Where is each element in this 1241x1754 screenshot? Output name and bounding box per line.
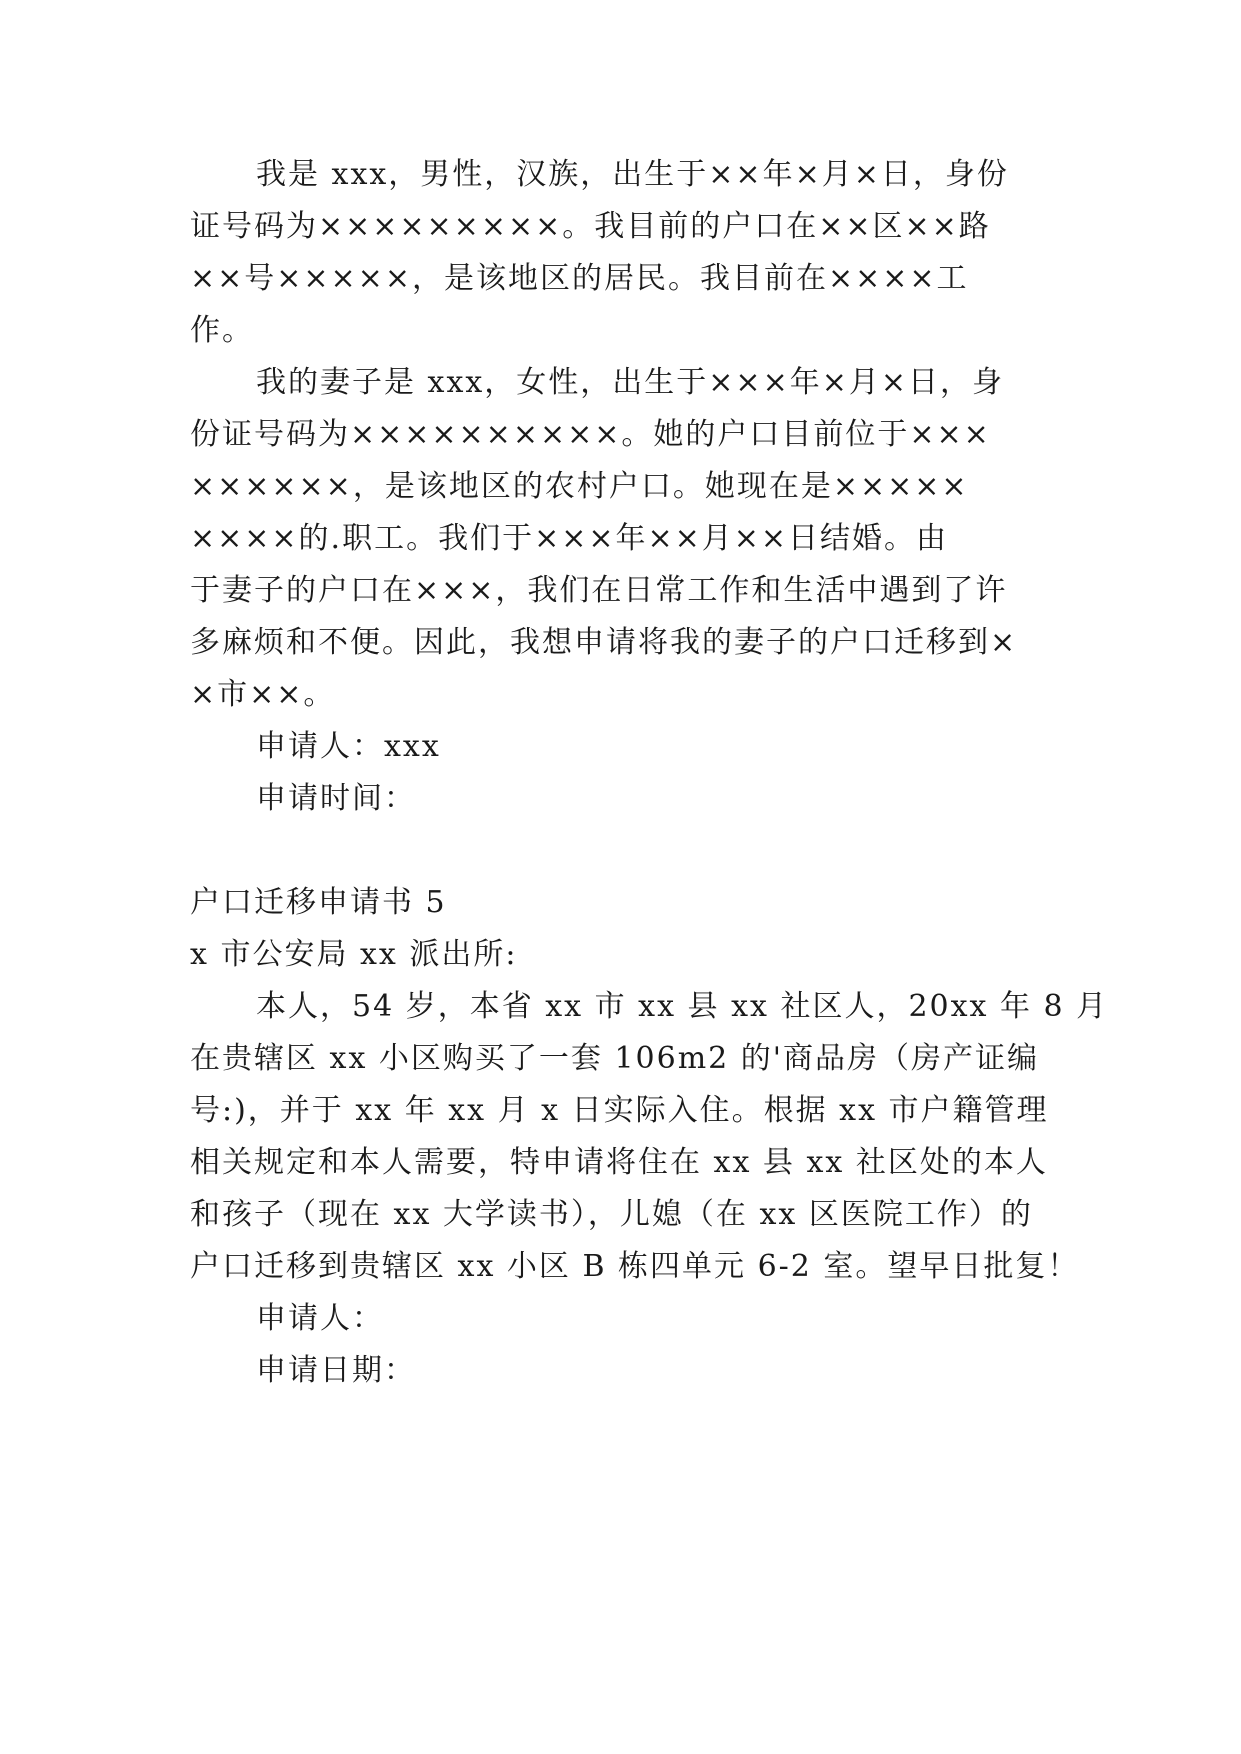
apply-date-label: 申请日期： xyxy=(256,1353,416,1388)
paragraph-line: 多麻烦和不便。因此，我想申请将我的妻子的户口迁移到× xyxy=(190,625,1018,660)
paragraph-line: ×市××。 xyxy=(190,677,336,712)
recipient-line: x 市公安局 xx 派出所: xyxy=(190,937,518,972)
applicant-label: 申请人：xxx xyxy=(256,729,441,764)
section-title: 户口迁移申请书 5 xyxy=(190,885,447,920)
paragraph-line: 我的妻子是 xxx，女性，出生于×××年×月×日，身 xyxy=(256,365,1004,400)
paragraph-line: 证号码为×××××××××。我目前的户口在××区××路 xyxy=(190,209,991,244)
paragraph-line: 份证号码为××××××××××。她的户口目前位于××× xyxy=(190,417,991,452)
paragraph-line: 户口迁移到贵辖区 xx 小区 B 栋四单元 6-2 室。望早日批复！ xyxy=(190,1249,1080,1284)
paragraph-line: 本人，54 岁，本省 xx 市 xx 县 xx 社区人，20xx 年 8 月 xyxy=(256,989,1109,1024)
paragraph-line: 号:)，并于 xx 年 xx 月 x 日实际入住。根据 xx 市户籍管理 xyxy=(190,1093,1049,1128)
paragraph-line: 作。 xyxy=(190,313,254,348)
paragraph-line: ××××的.职工。我们于×××年××月××日结婚。由 xyxy=(190,521,949,556)
paragraph-line: ××号×××××，是该地区的居民。我目前在××××工 xyxy=(190,261,969,296)
applicant-label: 申请人： xyxy=(256,1301,384,1336)
paragraph-line: ××××××，是该地区的农村户口。她现在是××××× xyxy=(190,469,969,504)
paragraph-line: 在贵辖区 xx 小区购买了一套 106m2 的'商品房（房产证编 xyxy=(190,1041,1040,1076)
paragraph-line: 和孩子（现在 xx 大学读书），儿媳（在 xx 区医院工作）的 xyxy=(190,1197,1033,1232)
paragraph-line: 相关规定和本人需要，特申请将住在 xx 县 xx 社区处的本人 xyxy=(190,1145,1048,1180)
apply-time-label: 申请时间： xyxy=(256,781,416,816)
paragraph-line: 我是 xxx，男性，汉族，出生于××年×月×日，身份 xyxy=(256,157,1009,192)
paragraph-line: 于妻子的户口在×××，我们在日常工作和生活中遇到了许 xyxy=(190,573,1008,608)
